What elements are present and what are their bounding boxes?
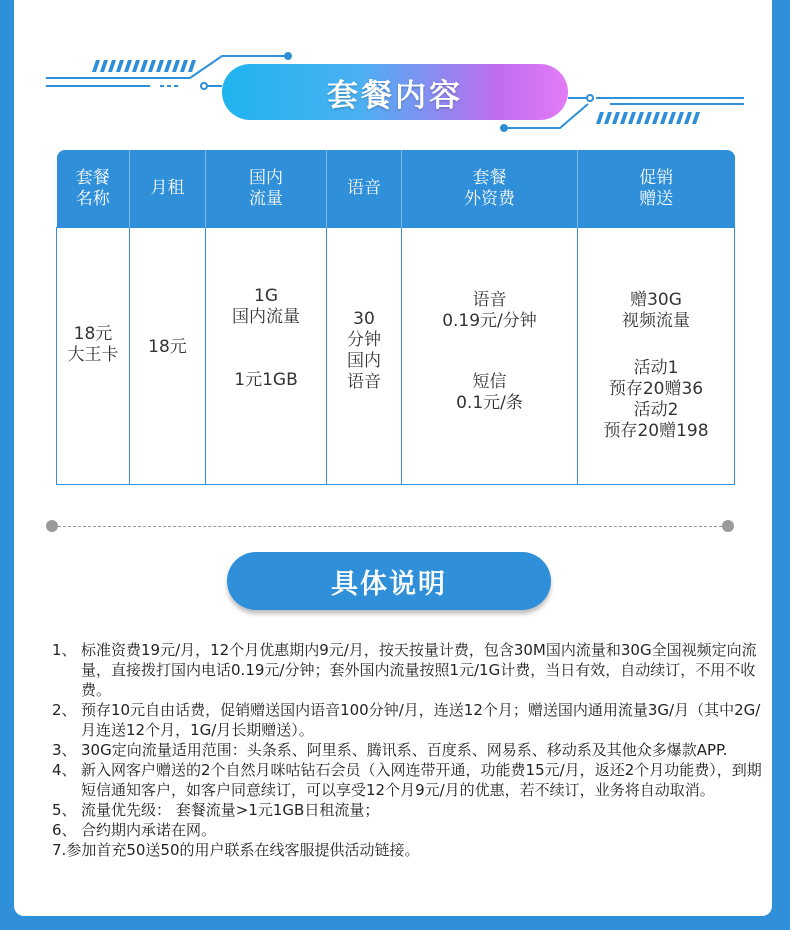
list-item: [52, 760, 762, 800]
right-stripes: [596, 112, 700, 124]
cell-domestic-data: [206, 228, 327, 485]
note-text: 标准资费19元/月，12个月优惠期内9元/月，按天按量计费，包含30M国内流量和30G全国视频定向流量，直接拨打国内电话0.19元/分钟；套外国内流量按照1元/1G计费，当日有效，自动续订，不用不收费。: [81, 641, 757, 699]
divider-line: [58, 526, 722, 527]
col-header-monthly-rent: 月租: [130, 150, 206, 228]
table-header-row: [57, 150, 735, 228]
note-text: 参加首充50送50的用户联系在线客服提供活动链接。: [66, 841, 420, 859]
monthly-rent-text: 18元: [148, 337, 187, 357]
divider-dot-right: [722, 520, 734, 532]
voice-text: 30 分钟 国内 语音: [347, 309, 381, 392]
note-number: 5、: [52, 801, 77, 819]
cell-monthly-rent: [130, 228, 206, 485]
table-row: [57, 228, 735, 485]
promo-gift-text: 赠30G 视频流量: [622, 290, 690, 331]
plan-name-text: 18元 大王卡: [67, 324, 119, 365]
list-item: [52, 700, 762, 740]
cell-voice: [327, 228, 402, 485]
note-number: 1、: [52, 641, 77, 659]
col-header-plan-name: 套餐 名称: [57, 150, 130, 228]
data-allowance-text: 1G 国内流量: [232, 286, 300, 327]
note-number: 4、: [52, 761, 77, 779]
note-number: 6、: [52, 821, 77, 839]
cell-extra-fees: [402, 228, 578, 485]
notes-list: [52, 640, 762, 860]
list-item: [52, 840, 762, 860]
note-number: 3、: [52, 741, 77, 759]
promo-activities-text: 活动1 预存20赠36 活动2 预存20赠198: [603, 358, 709, 441]
col-header-extra-fees: 套餐 外资费: [402, 150, 578, 228]
note-text: 流量优先级： 套餐流量>1元1GB日租流量；: [81, 801, 380, 819]
col-header-voice: 语音: [327, 150, 402, 228]
note-text: 预存10元自由话费，促销赠送国内语音100分钟/月，连送12个月；赠送国内通用流量3G/月（其中2G/月连送12个月，1G/月长期赠送）。: [81, 701, 761, 739]
note-text: 新入网客户赠送的2个自然月咪咕钻石会员（入网连带开通，功能费15元/月，返还2个月功能费），到期短信通知客户，如客户同意续订，可以享受12个月9元/月的优惠，若不续订，业务将自动取消。: [81, 761, 762, 799]
note-text: 30G定向流量适用范围：头条系、阿里系、腾讯系、百度系、网易系、移动系及其他众多爆款APP.: [81, 741, 728, 759]
section-divider: [46, 520, 734, 534]
list-item: [52, 640, 762, 700]
cell-promotion: [578, 228, 735, 485]
col-header-domestic-data: 国内 流量: [206, 150, 327, 228]
col-header-promotion: 促销 赠送: [578, 150, 735, 228]
list-item: [52, 820, 762, 840]
divider-dot-left: [46, 520, 58, 532]
note-number: 7.: [52, 841, 67, 859]
list-item: [52, 740, 762, 760]
section-title: 具体说明: [227, 552, 551, 610]
note-text: 合约期内承诺在网。: [81, 821, 217, 839]
data-price-text: 1元1GB: [234, 370, 298, 390]
page-title: 套餐内容: [222, 64, 568, 120]
list-item: [52, 800, 762, 820]
plan-table: [56, 150, 735, 485]
cell-plan-name: [57, 228, 130, 485]
note-number: 2、: [52, 701, 77, 719]
sms-rate-text: 短信 0.1元/条: [456, 372, 523, 413]
voice-rate-text: 语音 0.19元/分钟: [442, 290, 537, 331]
left-stripes: [92, 60, 196, 72]
